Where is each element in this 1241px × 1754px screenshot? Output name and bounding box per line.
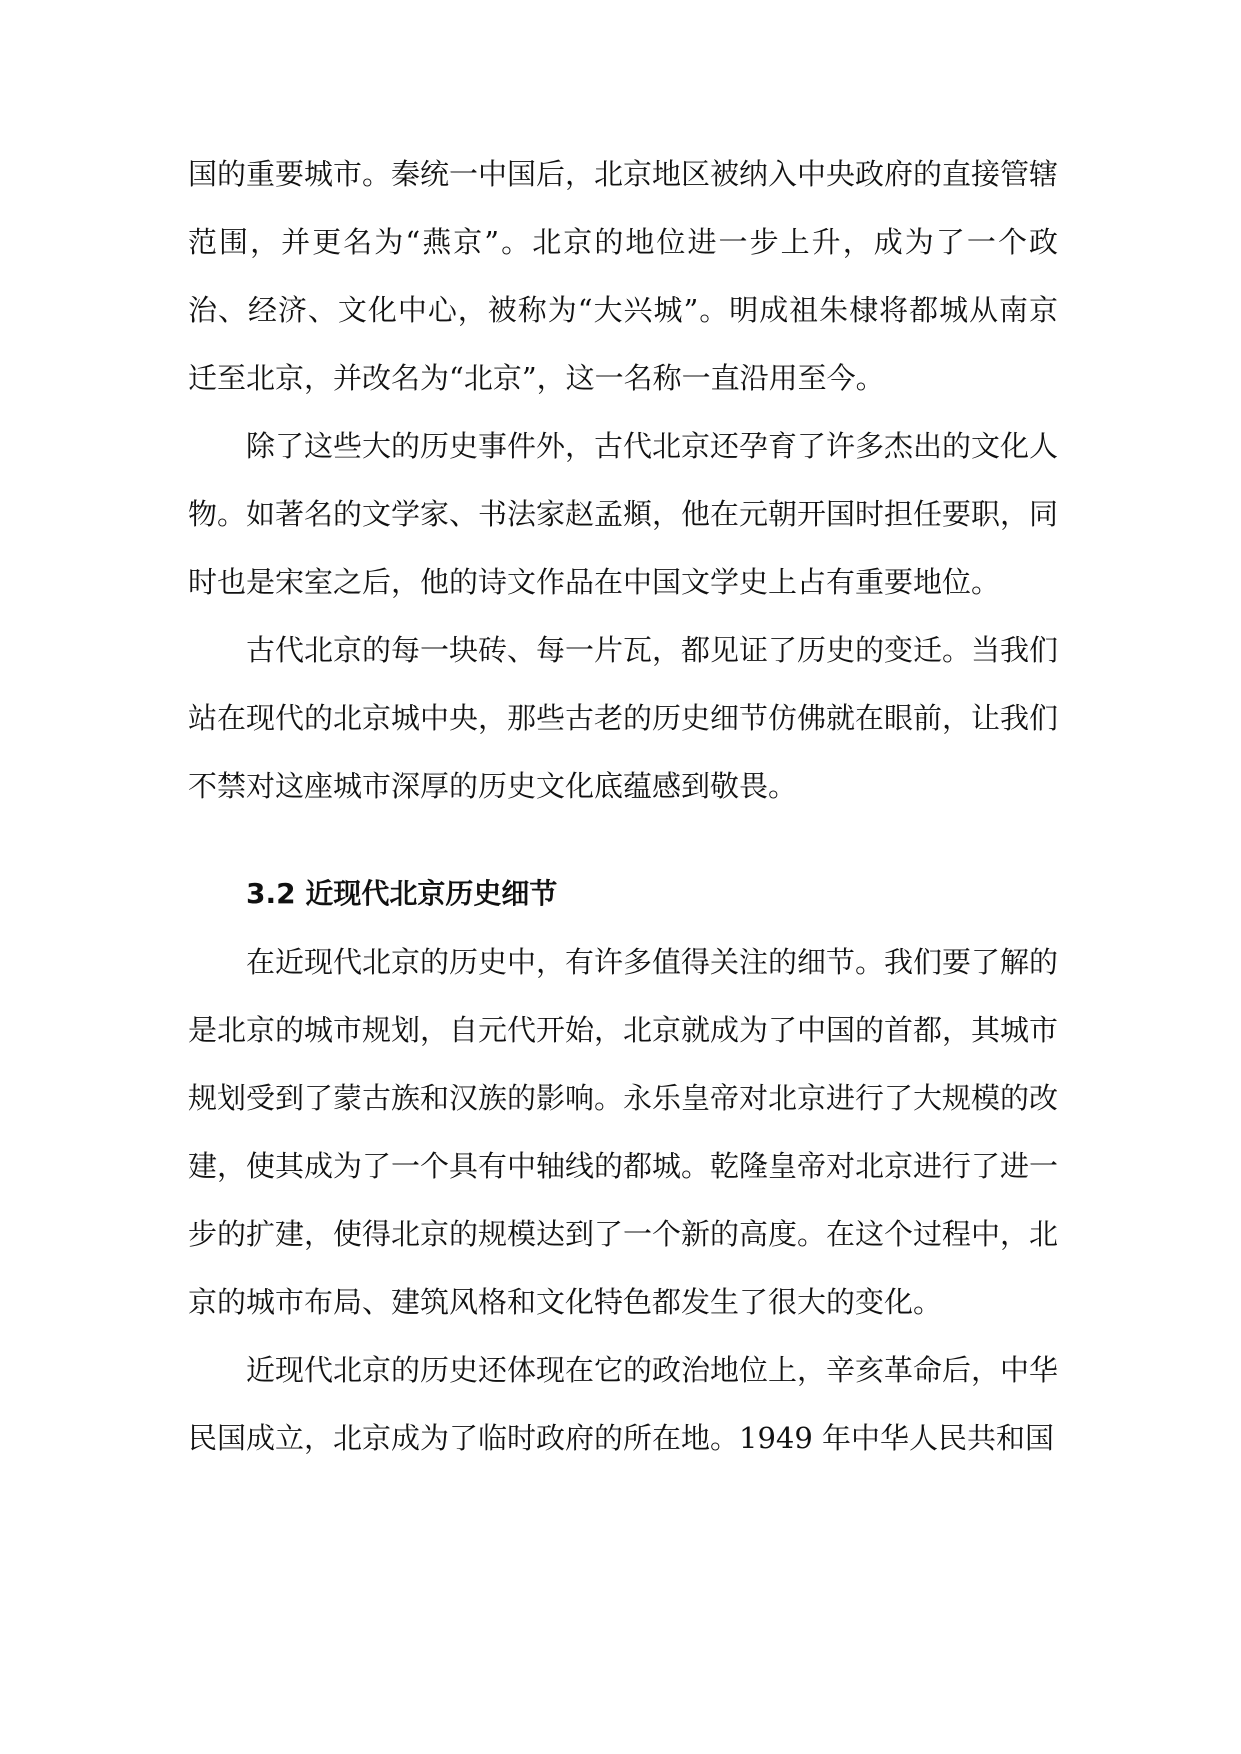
paragraph-historical-witness: 古代北京的每一块砖、每一片瓦，都见证了历史的变迁。当我们站在现代的北京城中央，那些古老的历史细节仿佛就在眼前，让我们不禁对这座城市深厚的历史文化底蕴感到敬畏。 [188, 633, 1059, 803]
paragraph-continued: 国的重要城市。秦统一中国后，北京地区被纳入中央政府的直接管辖范围，并更名为“燕京”。北京的地位进一步上升，成为了一个政治、经济、文化中心，被称为“大兴城”。明成祖朱棣将都城从南京迁至北京，并改名为“北京”，这一名称一直沿用至今。 [188, 157, 1059, 395]
section-heading: 3.2 近现代北京历史细节 [246, 877, 558, 910]
paragraph-urban-planning: 在近现代北京的历史中，有许多值得关注的细节。我们要了解的是北京的城市规划，自元代开始，北京就成为了中国的首都，其城市规划受到了蒙古族和汉族的影响。永乐皇帝对北京进行了大规模的改建，使其成为了一个具有中轴线的都城。乾隆皇帝对北京进行了进一步的扩建，使得北京的规模达到了一个新的高度。在这个过程中，北京的城市布局、建筑风格和文化特色都发生了很大的变化。 [188, 945, 1059, 1319]
paragraph-cultural-figures: 除了这些大的历史事件外，古代北京还孕育了许多杰出的文化人物。如著名的文学家、书法家赵孟頫，他在元朝开国时担任要职，同时也是宋室之后，他的诗文作品在中国文学史上占有重要地位。 [188, 429, 1059, 599]
paragraph-political-status: 近现代北京的历史还体现在它的政治地位上，辛亥革命后，中华民国成立，北京成为了临时政府的所在地。1949 年中华人民共和国 [188, 1353, 1059, 1455]
document-body [188, 140, 1058, 1472]
